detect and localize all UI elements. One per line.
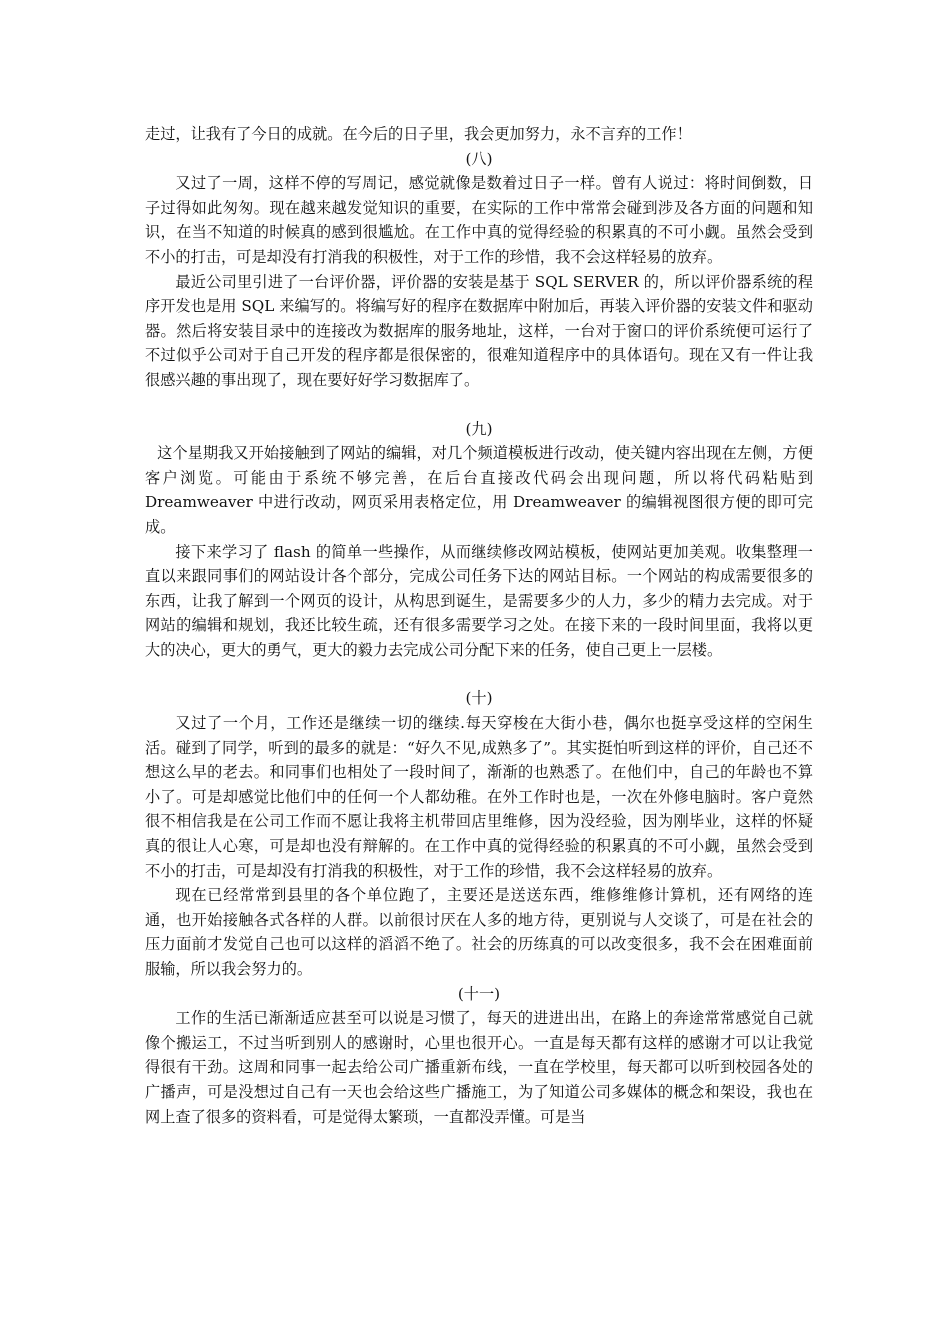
section-eight-title: (八)	[465, 149, 493, 168]
section-eight-paragraph-1: 又过了一周，这样不停的写周记，感觉就像是数着过日子一样。曾有人说过：将时间倒数，日子过得如此匆匆。现在越来越发觉知识的重要，在实际的工作中常常会碰到涉及各方面的问题和知识，在当不知道的时候真的感到很尴尬。在工作中真的觉得经验的积累真的不可小觑。虽然会受到不小的打击，可是却没有打消我的积极性，对于工作的珍惜，我不会这样轻易的放弃。	[145, 174, 813, 266]
intro-paragraph: 走过，让我有了今日的成就。在今后的日子里，我会更加努力，永不言弃的工作！	[145, 125, 692, 143]
section-spacer	[145, 393, 813, 417]
section-ten-title: (十)	[465, 689, 493, 708]
section-eight-paragraph-2: 最近公司里引进了一台评价器，评价器的安装是基于 SQL SERVER 的，所以评价器系统的程序开发也是用 SQL 来编写的。将编写好的程序在数据库中附加后，再装入评价器的安装文件和驱动器。然后将安装目录中的连接改为数据库的服务地址，这样，一台对于窗口的评价系统便可运行了不过似乎公司对于自己开发的程序都是很保密的，很难知道程序中的具体语句。现在又有一件让我很感兴趣的事出现了，现在要好好学习数据库了。	[145, 272, 813, 389]
section-nine-paragraph-2: 接下来学习了 flash 的简单一些操作，从而继续修改网站模板，使网站更加美观。收集整理一直以来跟同事们的网站设计各个部分，完成公司任务下达的网站目标。一个网站的构成需要很多的东西，让我了解到一个网页的设计，从构思到诞生，是需要多少的人力，多少的精力去完成。对于网站的编辑和规划，我还比较生疏，还有很多需要学习之处。在接下来的一段时间里面，我将以更大的决心，更大的勇气，更大的毅力去完成公司分配下来的任务，使自己更上一层楼。	[145, 542, 813, 659]
section-eleven-title: (十一)	[457, 984, 501, 1003]
section-spacer	[145, 662, 813, 686]
section-ten-paragraph-1: 又过了一个月，工作还是继续一切的继续.每天穿梭在大街小巷，偶尔也挺享受这样的空闲生活。碰到了同学，听到的最多的就是：“好久不见,成熟多了”。其实挺怕听到这样的评价，自己还不想这么早的老去。和同事们也相处了一段时间了，渐渐的也熟悉了。在他们中，自己的年龄也不算小了。可是却感觉比他们中的任何一个人都幼稚。在外工作时也是，一次在外修电脑时。客户竟然很不相信我是在公司工作而不愿让我将主机带回店里维修，因为没经验，因为刚毕业，这样的怀疑真的很让人心寒，可是却也没有辩解的。在工作中真的觉得经验的积累真的不可小觑，虽然会受到不小的打击，可是却没有打消我的积极性，对于工作的珍惜，我不会这样轻易的放弃。	[145, 714, 813, 880]
document-page	[145, 122, 813, 1129]
section-eleven-paragraph-1: 工作的生活已渐渐适应甚至可以说是习惯了，每天的进进出出，在路上的奔途常常感觉自己就像个搬运工，不过当听到别人的感谢时，心里也很开心。一直是每天都有这样的感谢才可以让我觉得很有干劲。这周和同事一起去给公司广播重新布线，一直在学校里，每天都可以听到校园各处的广播声，可是没想过自己有一天也会给这些广播施工，为了知道公司多媒体的概念和架设，我也在网上查了很多的资料看，可是觉得太繁琐，一直都没弄懂。可是当	[145, 1009, 813, 1126]
section-nine-title: (九)	[465, 419, 493, 438]
section-nine-paragraph-1: 这个星期我又开始接触到了网站的编辑，对几个频道模板进行改动，使关键内容出现在左侧，方便客户浏览。可能由于系统不够完善，在后台直接改代码会出现问题，所以将代码粘贴到 Dreamweaver 中进行改动，网页采用表格定位，用 Dreamweaver 的编辑视图很方便的即可完成。	[145, 444, 813, 536]
section-ten-paragraph-2: 现在已经常常到县里的各个单位跑了，主要还是送送东西，维修维修计算机，还有网络的连通，也开始接触各式各样的人群。以前很讨厌在人多的地方待，更别说与人交谈了，可是在社会的压力面前才发觉自己也可以这样的滔滔不绝了。社会的历练真的可以改变很多，我不会在困难面前服输，所以我会努力的。	[145, 886, 813, 978]
